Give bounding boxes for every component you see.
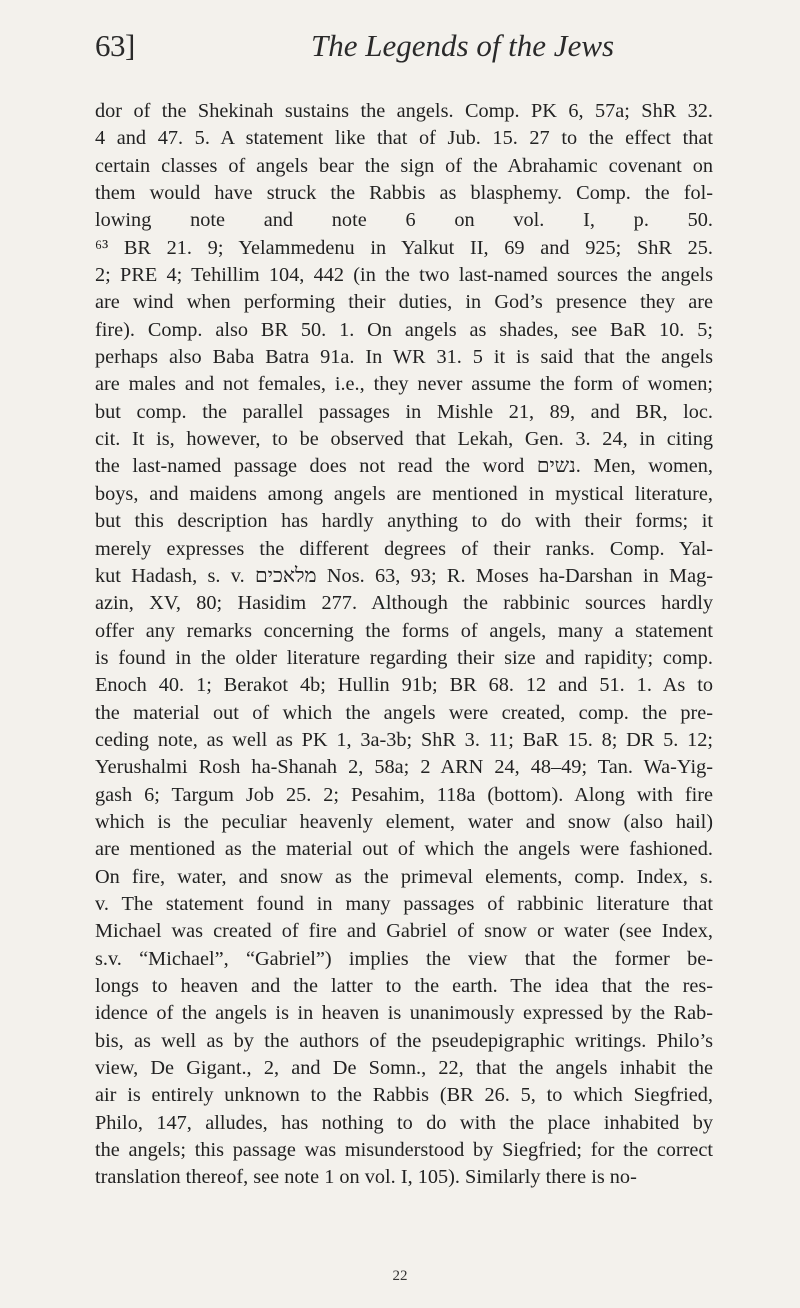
text-line: but this description has hardly anything to do with their forms; it	[95, 510, 713, 533]
text-line: are males and not females, i.e., they never assume the form of women;	[95, 373, 713, 396]
text-line: idence of the angels is in heaven is unanimously expressed by the Rab-	[95, 1002, 713, 1025]
text-line: kut Hadash, s. v. מלאכים Nos. 63, 93; R. Moses ha-Darshan in Mag-	[95, 564, 713, 587]
text-line: gash 6; Targum Job 25. 2; Pesahim, 118a (bottom). Along with fire	[95, 783, 713, 806]
text-line: ⁶³ BR 21. 9; Yelammedenu in Yalkut II, 69 and 925; ShR 25.	[95, 236, 713, 259]
text-line: the material out of which the angels were created, comp. the pre-	[95, 701, 713, 724]
text-line: the angels; this passage was misunderstood by Siegfried; for the correct	[95, 1139, 713, 1162]
text-line: lowing note and note 6 on vol. I, p. 50.	[95, 209, 713, 232]
notes-body-text	[95, 98, 713, 1192]
text-line: longs to heaven and the latter to the earth. The idea that the res-	[95, 975, 713, 997]
text-line: translation thereof, see note 1 on vol. I, 105). Similarly there is no-	[95, 1166, 637, 1189]
text-line: merely expresses the different degrees of their ranks. Comp. Yal-	[95, 537, 713, 560]
text-line: Enoch 40. 1; Berakot 4b; Hullin 91b; BR 68. 12 and 51. 1. As to	[95, 674, 713, 697]
text-line: Yerushalmi Rosh ha-Shanah 2, 58a; 2 ARN 24, 48–49; Tan. Wa-Yig-	[95, 756, 713, 779]
text-line: them would have struck the Rabbis as blasphemy. Comp. the fol-	[95, 182, 713, 205]
text-line: fire). Comp. also BR 50. 1. On angels as shades, see BaR 10. 5;	[95, 318, 713, 341]
text-line: are mentioned as the material out of which the angels were fashioned.	[95, 838, 713, 861]
text-line: Michael was created of fire and Gabriel of snow or water (see Index,	[95, 920, 713, 943]
text-line: the last-named passage does not read the word נשים. Men, women,	[95, 455, 713, 478]
text-line: v. The statement found in many passages of rabbinic literature that	[95, 892, 713, 915]
text-line: which is the peculiar heavenly element, water and snow (also hail)	[95, 810, 713, 833]
text-line: dor of the Shekinah sustains the angels. Comp. PK 6, 57a; ShR 32.	[95, 100, 713, 122]
text-line: On fire, water, and snow as the primeval elements, comp. Index, s.	[95, 865, 713, 888]
page-number: 63]	[95, 28, 135, 63]
running-header	[95, 28, 713, 78]
text-line: 2; PRE 4; Tehillim 104, 442 (in the two last-named sources the angels	[95, 264, 713, 287]
text-line: view, De Gigant., 2, and De Somn., 22, that the angels inhabit the	[95, 1057, 713, 1080]
text-line: cit. It is, however, to be observed that Lekah, Gen. 3. 24, in citing	[95, 428, 713, 451]
text-line: azin, XV, 80; Hasidim 277. Although the rabbinic sources hardly	[95, 592, 713, 615]
text-line: 4 and 47. 5. A statement like that of Jub. 15. 27 to the effect that	[95, 127, 713, 150]
text-line: Philo, 147, alludes, has nothing to do with the place inhabited by	[95, 1111, 713, 1134]
text-line: but comp. the parallel passages in Mishle 21, 89, and BR, loc.	[95, 400, 713, 423]
running-title: The Legends of the Jews	[311, 28, 615, 63]
text-line: is found in the older literature regarding their size and rapidity; comp.	[95, 646, 713, 669]
text-line: boys, and maidens among angels are mentioned in mystical literature,	[95, 482, 713, 505]
folio-number: 22	[392, 1268, 408, 1284]
text-line: bis, as well as by the authors of the pseudepigraphic writings. Philo’s	[95, 1029, 713, 1052]
text-line: certain classes of angels bear the sign of the Abrahamic covenant on	[95, 154, 713, 177]
text-line: offer any remarks concerning the forms of angels, many a statement	[95, 619, 713, 642]
text-line: are wind when performing their duties, in God’s presence they are	[95, 291, 713, 314]
text-line: perhaps also Baba Batra 91a. In WR 31. 5 it is said that the angels	[95, 346, 713, 369]
text-line: s.v. “Michael”, “Gabriel”) implies the view that the former be-	[95, 947, 713, 970]
text-line: air is entirely unknown to the Rabbis (BR 26. 5, to which Siegfried,	[95, 1084, 713, 1107]
text-line: ceding note, as well as PK 1, 3a-3b; ShR 3. 11; BaR 15. 8; DR 5. 12;	[95, 728, 713, 751]
